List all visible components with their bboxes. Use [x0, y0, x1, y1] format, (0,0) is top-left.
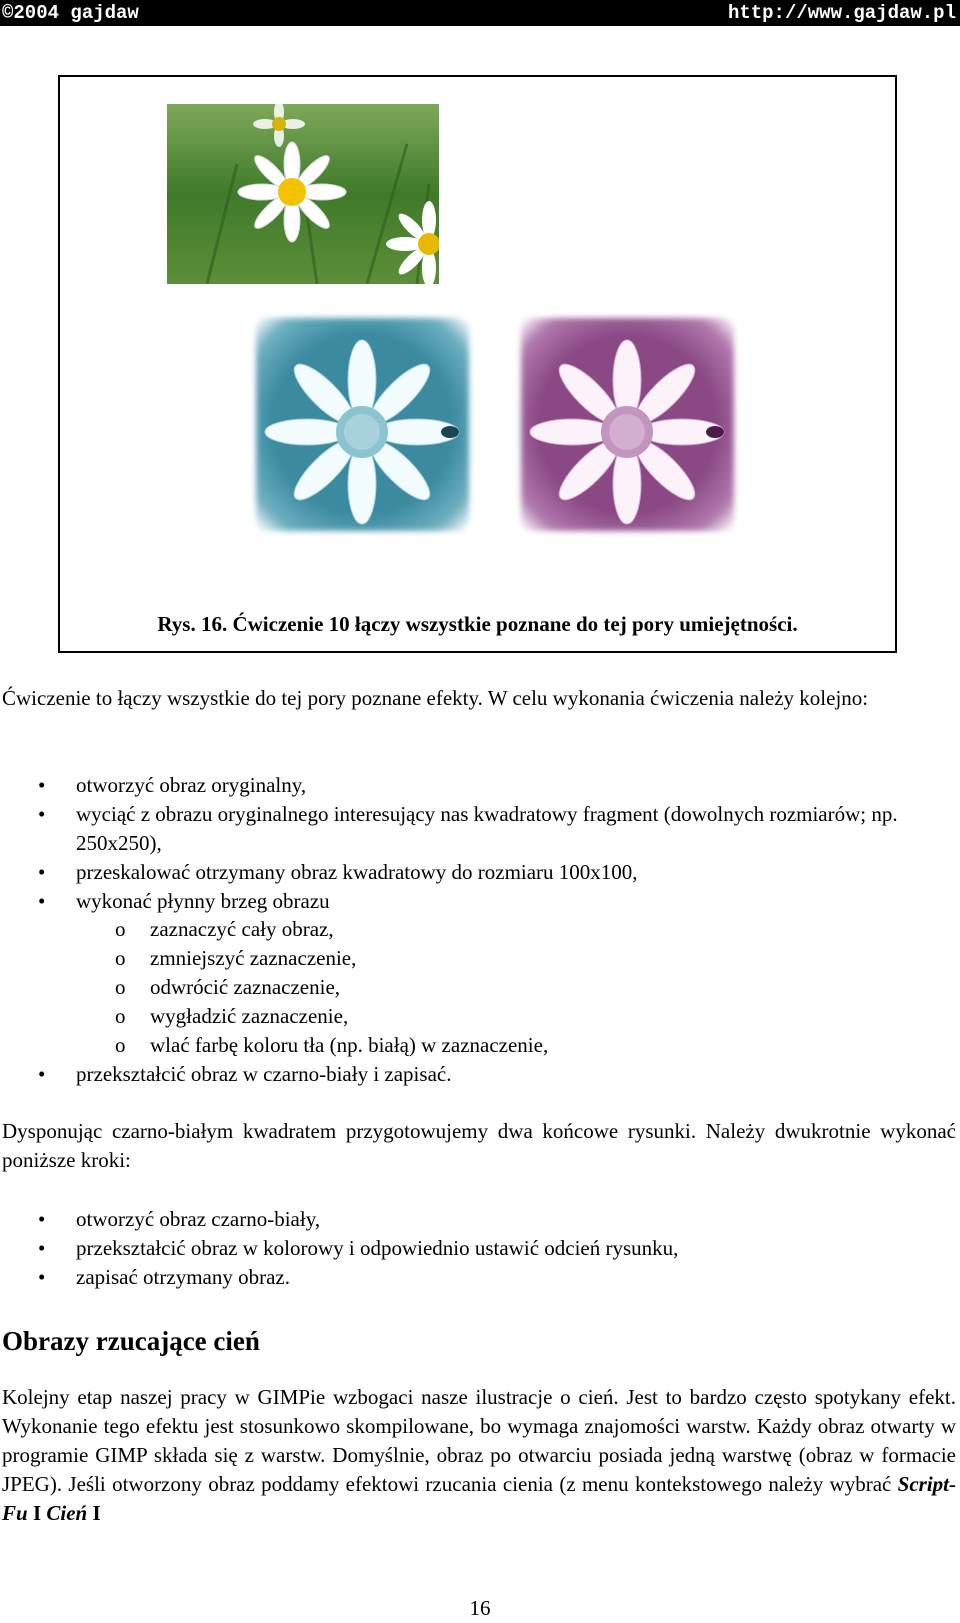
paragraph-3: Kolejny etap naszej pracy w GIMPie wzbogaci nasze ilustracje o cień. Jest to bardzo często spotykany efekt. Wykonanie tego efektu jest stosunkowo skompilowane, bo wymaga znajomości warstw. Każdy obraz otwarty w programie GIMP składa się z warstw. Domyślnie, obraz po otwarciu posiada jedną warstwę (obraz w formacie JPEG). Jeśli otworzony obraz poddamy efektowi rzucania cienia (z menu kontekstowego należy wybrać Script-Fu I Cień I	[2, 1385, 957, 1525]
figure-caption: Rys. 16. Ćwiczenie 10 łączy wszystkie poznane do tej pory umiejętności.	[157, 612, 798, 636]
sub-bullet-icon: o	[115, 1033, 126, 1057]
list-item: • zapisać otrzymany obraz.	[0, 1263, 936, 1292]
menu-script-fu: Script-Fu	[2, 1472, 957, 1525]
list-item: • otworzyć obraz czarno-biały,	[0, 1205, 936, 1234]
list-item: • otworzyć obraz oryginalny,	[0, 771, 936, 800]
section-heading: Obrazy rzucające cień	[2, 1326, 260, 1356]
list-item: o wygładzić zaznaczenie,	[0, 1002, 960, 1031]
sub-bullet-icon: o	[115, 1004, 126, 1028]
bullet-icon: •	[38, 889, 46, 913]
steps2-list	[0, 1205, 936, 1292]
menu-cien: Cień	[46, 1501, 88, 1525]
page-number: 16	[469, 1596, 491, 1620]
sub-bullet-icon: o	[115, 946, 126, 970]
daisy-photo-cyan	[250, 312, 475, 537]
daisy-photo-original	[167, 104, 439, 284]
list-item: • wykonać płynny brzeg obrazu	[0, 887, 936, 916]
figure-frame	[58, 75, 897, 653]
bullet-icon: •	[38, 773, 46, 797]
substeps-list	[0, 915, 960, 1060]
bullet-icon: •	[38, 860, 46, 884]
list-item: o wlać farbę koloru tła (np. białą) w zaznaczenie,	[0, 1031, 960, 1060]
list-item: o odwrócić zaznaczenie,	[0, 973, 960, 1002]
list-item: • przeskalować otrzymany obraz kwadratowy do rozmiaru 100x100,	[0, 858, 936, 887]
sub-bullet-icon: o	[115, 975, 126, 999]
list-item: • przekształcić obraz w czarno-biały i zapisać.	[0, 1060, 936, 1089]
menu-separator: I	[32, 1501, 42, 1525]
list-item: o zmniejszyć zaznaczenie,	[0, 944, 960, 973]
paragraph-2: Dysponując czarno-białym kwadratem przygotowujemy dwa końcowe rysunki. Należy dwukrotnie wykonać poniższe kroki:	[2, 1119, 956, 1172]
sub-bullet-icon: o	[115, 917, 126, 941]
list-item: • przekształcić obraz w kolorowy i odpowiednio ustawić odcień rysunku,	[0, 1234, 936, 1263]
daisy-photo-purple	[515, 312, 740, 537]
bullet-icon: •	[38, 1265, 46, 1289]
bullet-icon: •	[38, 1062, 46, 1086]
list-item: o zaznaczyć cały obraz,	[0, 915, 960, 944]
menu-separator: I	[92, 1501, 101, 1525]
bullet-icon: •	[38, 802, 46, 826]
page-header	[0, 0, 960, 26]
bullet-icon: •	[38, 1236, 46, 1260]
intro-paragraph: Ćwiczenie to łączy wszystkie do tej pory poznane efekty. W celu wykonania ćwiczenia należy kolejno:	[2, 686, 869, 710]
header-copyright: ©2004 gajdaw	[2, 2, 139, 24]
bullet-icon: •	[38, 1207, 46, 1231]
steps-list-end	[0, 1060, 936, 1089]
list-item: • wyciąć z obrazu oryginalnego interesujący nas kwadratowy fragment (dowolnych rozmiarów; np. 250x250),	[38, 802, 898, 855]
steps-list	[0, 771, 936, 916]
header-url[interactable]: http://www.gajdaw.pl	[727, 2, 956, 24]
